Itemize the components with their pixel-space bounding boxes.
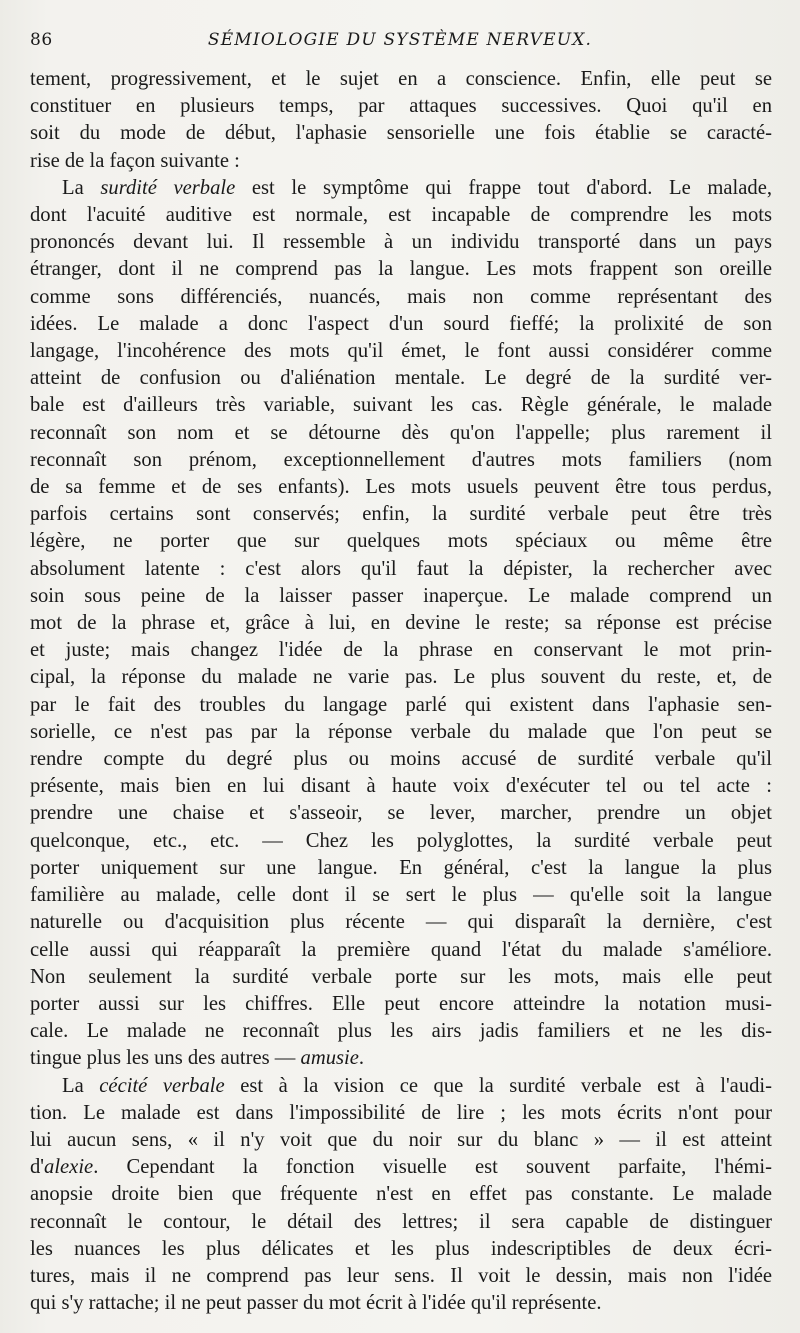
paragraph xyxy=(30,175,772,1073)
paragraph xyxy=(30,1073,772,1318)
text-line: familière au malade, celle dont il se sert le plus — qu'elle soit la langue xyxy=(30,884,772,907)
italic-term: surdité verbale xyxy=(100,176,236,199)
text-line: lui aucun sens, « il n'y voit que du noir sur du blanc » — il est atteint xyxy=(30,1128,772,1151)
body-text xyxy=(30,66,772,1317)
italic-term: alexie xyxy=(44,1156,94,1179)
text-line: atteint de confusion ou d'aliénation mentale. Le degré de la surdité ver- xyxy=(30,367,772,390)
text-line: reconnaît son nom et se détourne dès qu'on l'appelle; plus rarement il xyxy=(30,421,772,444)
text-line: tingue plus les uns des autres — amusie. xyxy=(30,1047,365,1070)
page-number: 86 xyxy=(30,30,53,50)
text-line: La cécité verbale est à la vision ce que la surdité verbale est à l'audi- xyxy=(62,1074,772,1097)
text-line: étranger, dont il ne comprend pas la langue. Les mots frappent son oreille xyxy=(30,258,772,281)
text-line: reconnaît le contour, le détail des lettres; il sera capable de distinguer xyxy=(30,1210,772,1233)
text-line: de sa femme et de ses enfants). Les mots usuels peuvent être tous perdus, xyxy=(30,476,772,499)
paragraph xyxy=(30,66,772,175)
text-line: et juste; mais changez l'idée de la phrase en conservant le mot prin- xyxy=(30,639,772,662)
text-line: Non seulement la surdité verbale porte sur les mots, mais elle peut xyxy=(30,965,772,988)
text-line: dont l'acuité auditive est normale, est incapable de comprendre les mots xyxy=(30,204,772,227)
text-line: celle aussi qui réapparaît la première quand l'état du malade s'améliore. xyxy=(30,938,772,961)
running-title: SÉMIOLOGIE DU SYSTÈME NERVEUX. xyxy=(207,30,593,50)
text-line: d'alexie. Cependant la fonction visuelle est souvent parfaite, l'hémi- xyxy=(30,1156,772,1179)
text-line: La surdité verbale est le symptôme qui frappe tout d'abord. Le malade, xyxy=(62,176,773,199)
running-header xyxy=(30,30,770,58)
italic-term: amusie xyxy=(300,1047,359,1070)
text-line: par le fait des troubles du langage parlé qui existent dans l'aphasie sen- xyxy=(30,693,772,716)
text-line: comme sons différenciés, nuancés, mais non comme représentant des xyxy=(30,285,772,308)
text-line: constituer en plusieurs temps, par attaques successives. Quoi qu'il en xyxy=(30,95,772,118)
text-line: tement, progressivement, et le sujet en a conscience. Enfin, elle peut se xyxy=(30,68,772,90)
text-line: prendre une chaise et s'asseoir, se lever, marcher, prendre un objet xyxy=(30,802,772,825)
text-line: tion. Le malade est dans l'impossibilité de lire ; les mots écrits n'ont pour xyxy=(30,1101,772,1124)
text-line: naturelle ou d'acquisition plus récente — qui disparaît la dernière, c'est xyxy=(30,911,772,934)
text-line: présente, mais bien en lui disant à haute voix d'exécuter tel ou tel acte : xyxy=(30,775,772,798)
text-line: quelconque, etc., etc. — Chez les polyglottes, la surdité verbale peut xyxy=(30,829,772,852)
text-line: cipal, la réponse du malade ne varie pas. Le plus souvent du reste, et, de xyxy=(30,666,772,689)
text-line: absolument latente : c'est alors qu'il faut la dépister, la rechercher avec xyxy=(30,557,772,580)
text-line: reconnaît son prénom, exceptionnellement d'autres mots familiers (nom xyxy=(30,448,772,471)
text-line: qui s'y rattache; il ne peut passer du mot écrit à l'idée qu'il représente. xyxy=(30,1292,602,1315)
text-line: prononcés devant lui. Il ressemble à un individu transporté dans un pays xyxy=(30,231,772,254)
text-line: anopsie droite bien que fréquente n'est en effet pas constante. Le malade xyxy=(30,1183,772,1206)
text-line: bale est d'ailleurs très variable, suivant les cas. Règle générale, le malade xyxy=(30,394,772,417)
text-line: tures, mais il ne comprend pas leur sens. Il voit le dessin, mais non l'idée xyxy=(30,1264,772,1287)
text-line: rise de la façon suivante : xyxy=(30,149,240,172)
text-line: sorielle, ce n'est pas par la réponse verbale du malade que l'on peut se xyxy=(30,720,772,743)
text-line: cale. Le malade ne reconnaît plus les airs jadis familiers et ne les dis- xyxy=(30,1020,772,1043)
text-line: légère, ne porter que sur quelques mots spéciaux ou même être xyxy=(30,530,772,553)
text-line: porter uniquement sur une langue. En général, c'est la langue la plus xyxy=(30,856,772,879)
text-line: mot de la phrase et, grâce à lui, en devine le reste; sa réponse est précise xyxy=(30,612,772,635)
text-line: soin sous peine de la laisser passer inaperçue. Le malade comprend un xyxy=(30,584,772,607)
text-line: porter aussi sur les chiffres. Elle peut encore atteindre la notation musi- xyxy=(30,992,772,1015)
text-line: langage, l'incohérence des mots qu'il émet, le font aussi considérer comme xyxy=(30,340,772,363)
text-line: parfois certains sont conservés; enfin, la surdité verbale peut être très xyxy=(30,503,772,526)
text-line: rendre compte du degré plus ou moins accusé de surdité verbale qu'il xyxy=(30,748,772,771)
text-line: idées. Le malade a donc l'aspect d'un sourd fieffé; la prolixité de son xyxy=(30,312,772,335)
text-line: les nuances les plus délicates et les plus indescriptibles de deux écri- xyxy=(30,1237,772,1260)
italic-term: cécité verbale xyxy=(99,1074,225,1097)
text-line: soit du mode de début, l'aphasie sensorielle une fois établie se caracté- xyxy=(30,122,772,145)
